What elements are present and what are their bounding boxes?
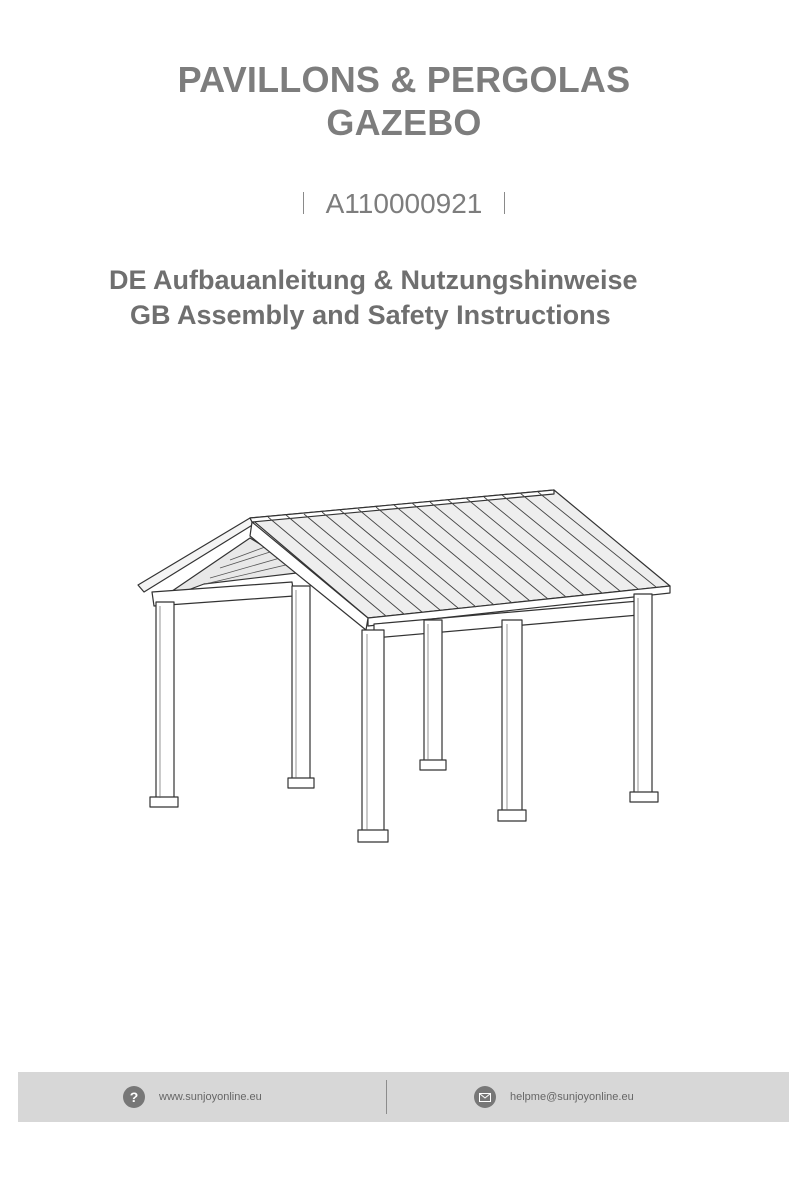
base-front-right bbox=[630, 792, 658, 802]
post-front-mid bbox=[502, 620, 522, 812]
base-front-left bbox=[358, 830, 388, 842]
email-link[interactable]: helpme@sunjoyonline.eu bbox=[510, 1091, 634, 1103]
base-mid-left bbox=[288, 778, 314, 788]
post-back-left bbox=[156, 602, 174, 802]
separator-left bbox=[303, 192, 304, 214]
post-mid-left bbox=[292, 586, 310, 782]
gazebo-illustration bbox=[130, 480, 678, 850]
title-line-1: PAVILLONS & PERGOLAS bbox=[177, 59, 631, 100]
subtitle-de: DE Aufbauanleitung & Nutzungshinweise bbox=[109, 265, 638, 295]
footer-bar bbox=[18, 1072, 789, 1122]
title-line-2: GAZEBO bbox=[326, 102, 482, 143]
question-icon: ? bbox=[123, 1086, 145, 1108]
envelope-icon bbox=[474, 1086, 496, 1108]
base-front-mid bbox=[498, 810, 526, 821]
subtitle-gb: GB Assembly and Safety Instructions bbox=[130, 300, 611, 330]
model-number-row bbox=[0, 186, 808, 222]
model-number: A110000921 bbox=[325, 188, 483, 219]
post-back-right bbox=[424, 620, 442, 762]
separator-right bbox=[504, 192, 505, 214]
footer-website[interactable] bbox=[123, 1072, 262, 1122]
base-back-left bbox=[150, 797, 178, 807]
website-link[interactable]: www.sunjoyonline.eu bbox=[159, 1091, 262, 1103]
post-front-left bbox=[362, 630, 384, 832]
base-back-right bbox=[420, 760, 446, 770]
post-front-right bbox=[634, 594, 652, 794]
footer-divider bbox=[386, 1080, 387, 1114]
footer-email[interactable] bbox=[474, 1072, 634, 1122]
